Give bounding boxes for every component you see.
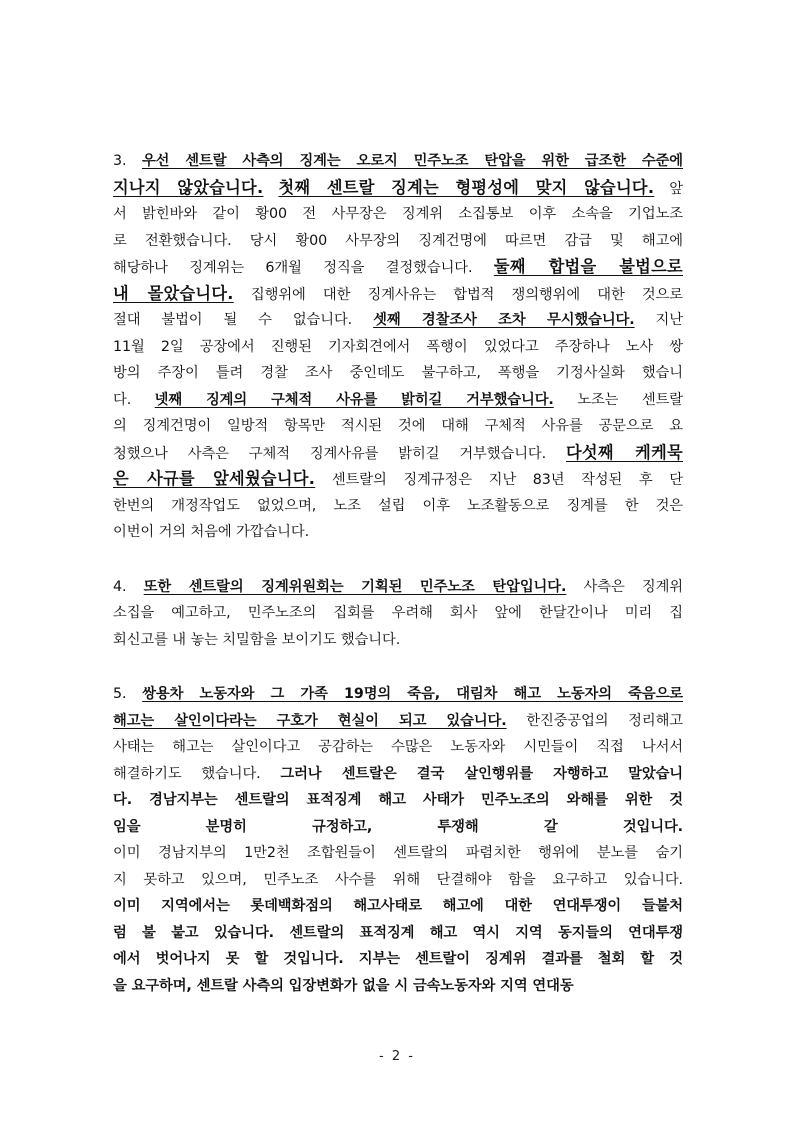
body-text: 11월 2일 공장에서 진행된 기자회견에서 폭행이 있었다고 주장하나 노사 쌍 [113,338,683,355]
section-4 [113,574,683,654]
text-line [113,973,683,1000]
underlined-heading-emphasis: 다섯째 케케묵 [565,442,683,462]
underlined-heading-emphasis: 둘째 합법을 불법으로 [493,257,683,276]
document-page [113,148,683,1027]
text-line [113,413,683,440]
text-line [113,787,683,814]
body-text: 앞 [654,180,683,197]
underlined-emphasis: 해고는 살인이다라는 구호가 현실이 되고 있습니다. [113,712,507,729]
underlined-emphasis: 또한 센트랄의 징계위원회는 기획된 민주노조 탄압입니다. [143,578,567,595]
text-line [113,946,683,973]
body-text: 4. [113,578,144,595]
body-text: 한진중공업의 정리해고 [506,712,683,729]
underlined-emphasis: 쌍용차 노동자와 그 가족 19명의 죽음, 대림차 해고 노동자의 죽음으로 [142,686,683,702]
underlined-heading-emphasis: 지나지 않았습니다. [113,177,264,197]
text-line [113,574,683,601]
text-line [113,148,683,175]
body-text: 한번의 개정작업도 없었으며, 노조 설립 이후 노조활동으로 징계를 한 것은 [113,497,683,514]
text-line [113,519,683,546]
body-text: 5. [113,686,143,702]
bold-text: 을 요구하며, 센트랄 사측의 입장변화가 없을 시 금속노동자와 지역 연대동 [113,977,574,994]
body-text: 해당하나 징계위는 6개월 정직을 결정했습니다. [113,260,494,276]
text-line [113,627,683,654]
text-line [113,175,683,202]
text-line [113,920,683,947]
body-text: 다. [113,391,155,408]
body-text: 서 밝힌바와 같이 황00 전 사무장은 징계위 소집통보 이후 소속을 기업노조 [113,206,683,222]
text-line [113,228,683,255]
body-text: 의 징계건명이 일방적 항목만 적시된 것에 대해 구체적 사유를 공문으로 요 [113,418,683,434]
body-text: 로 전환했습니다. 당시 황00 사무장의 징계건명에 따르면 감급 및 해고에 [113,232,683,249]
body-text: 방의 주장이 틀려 경찰 조사 중인데도 불구하고, 폭행을 기정사실화 했습니 [113,365,683,381]
body-text: 사태는 해고는 살인이다고 공감하는 수많은 노동자와 시민들이 직접 나서서 [113,739,683,755]
body-text: 소집을 예고하고, 민주노조의 집회를 우려해 회사 앞에 한달간이나 미리 집 [113,605,683,621]
text-line [113,201,683,228]
section-3 [113,148,683,546]
bold-text: 이미 지역에서는 롯데백화점의 해고사태로 해고에 대한 연대투쟁이 들불처 [113,898,683,914]
body-text: 노조는 센트랄 [553,391,683,408]
text-line [113,867,683,894]
text-line [113,387,683,414]
body-text: 지 못하고 있으며, 민주노조 사수를 위해 단결해야 함을 요구하고 있습니다. [113,871,683,888]
body-text: 해결하기도 했습니다. [113,765,281,782]
text-line [113,493,683,520]
section-5 [113,681,683,999]
underlined-emphasis: 넷째 징계의 구체적 사유를 밝히길 거부했습니다. [154,391,554,408]
body-text: 3. [113,153,142,169]
body-text: 회신고를 내 놓는 치밀함을 보이기도 했습니다. [113,631,401,648]
text-line [113,307,683,334]
underlined-heading-emphasis: 첫째 센트랄 징계는 형평성에 맞지 않습니다. [278,177,655,197]
body-text: 청했으나 사측은 구체적 징계사유를 밝히길 거부했습니다. [113,445,566,462]
underlined-emphasis: 우선 센트랄 사측의 징계는 오로지 민주노조 탄압을 위한 급조한 수준에 [141,153,683,169]
text-line [113,840,683,867]
bold-text: 그러나 센트랄은 결국 살인행위를 자행하고 말았습니 [280,765,683,782]
text-line [113,254,683,281]
page-number: - 2 - [379,1049,415,1064]
text-line [113,281,683,308]
body-text: 이번이 거의 처음에 가깝습니다. [113,524,310,540]
text-line [113,708,683,735]
text-line [113,681,683,708]
text-line [113,814,683,841]
body-text: 사측은 징계위 [566,578,684,595]
text-line [113,334,683,361]
body-text: 센트랄의 징계규정은 지난 83년 작성된 후 단 [315,472,683,488]
text-line [113,440,683,467]
body-text: 집행위에 대한 징계사유는 합법적 쟁의행위에 대한 것으로 [233,286,683,303]
underlined-heading-emphasis: 내 몰았습니다. [113,283,234,303]
body-text: 지난 [634,312,683,328]
text-line [113,360,683,387]
text-line [113,893,683,920]
bold-text: 임을 분명히 규정하고, 투쟁해 갈 것입니다. [113,818,683,835]
bold-text: 에서 벗어나지 못 할 것입니다. 지부는 센트랄이 징계위 결과를 철회 할 것 [113,951,683,967]
bold-text: 럼 불 붙고 있습니다. 센트랄의 표적징계 해고 역시 지역 동지들의 연대투쟁 [113,924,683,941]
body-text: 이미 경남지부의 1만2천 조합원들이 센트랄의 파렴치한 행위에 분노를 숨기 [113,845,683,861]
underlined-heading-emphasis: 은 사규를 앞세웠습니다. [113,469,316,488]
body-text: 절대 불법이 될 수 없습니다. [113,312,374,328]
text-line [113,761,683,788]
text-line [113,466,683,493]
body-text [263,181,278,197]
bold-text: 다. 경남지부는 센트랄의 표적징계 해고 사태가 민주노조의 와해를 위한 것 [113,792,683,808]
underlined-emphasis: 셋째 경찰조사 조차 무시했습니다. [373,312,635,328]
text-line [113,734,683,761]
text-line [113,600,683,627]
